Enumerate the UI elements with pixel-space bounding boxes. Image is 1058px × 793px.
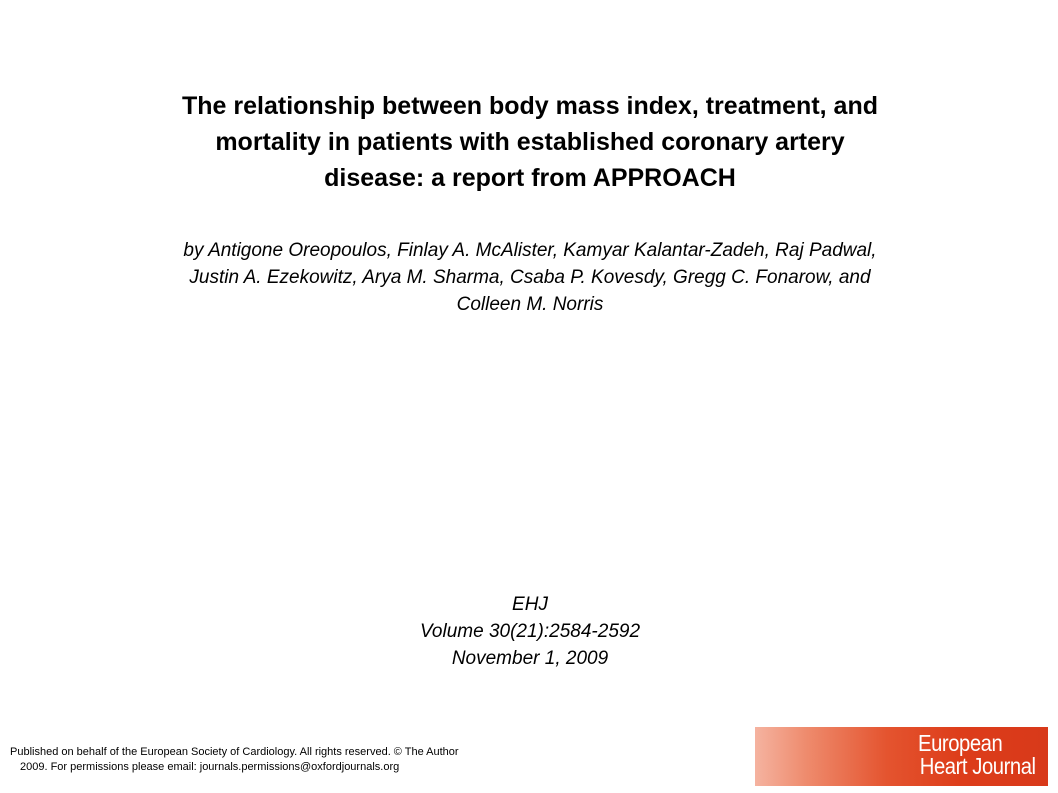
- article-title: [60, 88, 1000, 196]
- logo-line-2: Heart Journal: [920, 753, 1036, 779]
- footer-line-1: Published on behalf of the European Society of Cardiology. All rights reserved. © The Author: [10, 746, 459, 758]
- title-line-2: mortality in patients with established coronary artery: [215, 128, 845, 156]
- authors-line-3: Colleen M. Norris: [456, 294, 604, 315]
- journal-abbrev: EHJ: [512, 594, 548, 615]
- logo-line-1: European: [918, 730, 1003, 756]
- citation-block: [330, 591, 730, 672]
- volume-pages: Volume 30(21):2584-2592: [419, 621, 641, 642]
- european-heart-journal-logo: [755, 727, 1048, 786]
- publication-date: November 1, 2009: [451, 648, 609, 669]
- authors-line-2: Justin A. Ezekowitz, Arya M. Sharma, Csaba P. Kovesdy, Gregg C. Fonarow, and: [189, 267, 871, 288]
- logo-wordmark: [918, 732, 1036, 778]
- authors-line-1: by Antigone Oreopoulos, Finlay A. McAlister, Kamyar Kalantar-Zadeh, Raj Padwal,: [183, 240, 877, 261]
- title-line-3: disease: a report from APPROACH: [324, 164, 736, 192]
- copyright-footer: [10, 745, 570, 775]
- footer-line-2: 2009. For permissions please email: journals.permissions@oxfordjournals.org: [20, 761, 400, 773]
- author-list: [60, 237, 1000, 318]
- title-line-1: The relationship between body mass index, treatment, and: [182, 92, 878, 120]
